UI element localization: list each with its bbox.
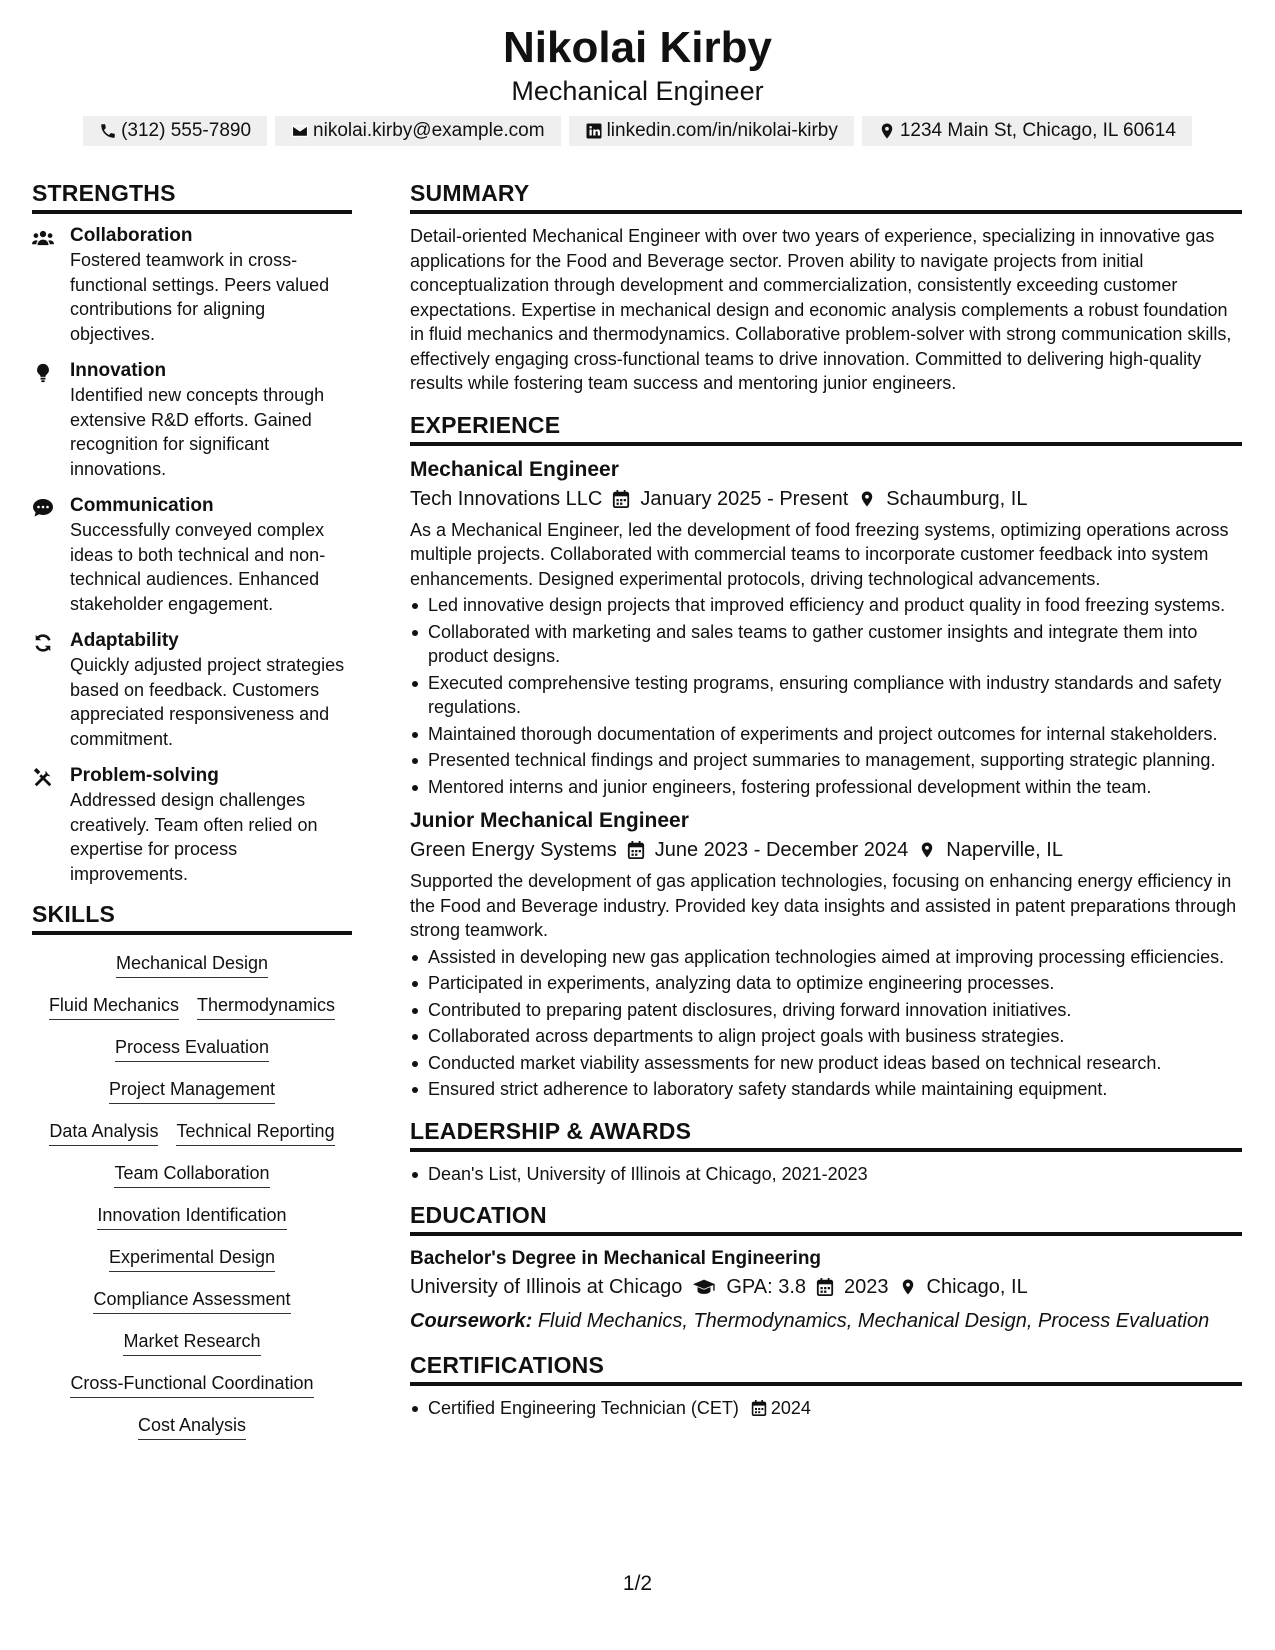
- list-item: Ensured strict adherence to laboratory safety standards while maintaining equipment.: [410, 1077, 1242, 1102]
- graduation-cap-icon: [692, 1277, 716, 1297]
- skill-tag: Technical Reporting: [176, 1119, 334, 1146]
- calendar-icon: [612, 489, 630, 509]
- skill-tag: Market Research: [123, 1329, 260, 1356]
- job-entry: [410, 456, 1242, 800]
- list-item: Dean's List, University of Illinois at Chicago, 2021-2023: [410, 1162, 1242, 1187]
- address-text: 1234 Main St, Chicago, IL 60614: [899, 120, 1176, 141]
- job-company: Tech Innovations LLC: [410, 487, 603, 510]
- skill-tag: Compliance Assessment: [93, 1287, 290, 1314]
- strength-item: [32, 359, 352, 481]
- experience-heading: EXPERIENCE: [410, 410, 1242, 446]
- job-location: Naperville, IL: [946, 839, 1063, 861]
- list-item: Contributed to preparing patent disclosures, driving forward innovation initiatives.: [410, 998, 1242, 1023]
- job-dates: June 2023 - December 2024: [654, 839, 909, 861]
- skill-tag: Project Management: [109, 1077, 275, 1104]
- job-location: Schaumburg, IL: [886, 487, 1028, 510]
- list-item: Led innovative design projects that improved efficiency and product quality in food freezing systems.: [410, 593, 1242, 618]
- left-column: [32, 178, 352, 1440]
- education-heading: EDUCATION: [410, 1200, 1242, 1236]
- skill-tag: Process Evaluation: [115, 1035, 269, 1062]
- contact-email[interactable]: [275, 116, 561, 146]
- summary-heading: SUMMARY: [410, 178, 1242, 214]
- lightbulb-icon: [32, 363, 54, 383]
- job-company: Green Energy Systems: [410, 839, 617, 861]
- strengths-heading: STRENGTHS: [32, 178, 352, 214]
- page-number: 1/2: [622, 1572, 653, 1595]
- gpa: GPA: 3.8: [726, 1276, 807, 1298]
- skill-tag: Cross-Functional Coordination: [70, 1371, 313, 1398]
- list-item: Participated in experiments, analyzing data to optimize engineering processes.: [410, 971, 1242, 996]
- certifications-list: [410, 1396, 1242, 1421]
- map-marker-icon: [899, 1277, 917, 1297]
- strength-name: Adaptability: [70, 630, 179, 651]
- comments-icon: [32, 498, 54, 518]
- strength-name: Collaboration: [70, 225, 193, 246]
- job-dates: January 2025 - Present: [640, 487, 849, 510]
- strength-desc: Identified new concepts through extensive R&D efforts. Gained recognition for significant innovations.: [70, 385, 325, 479]
- strength-desc: Successfully conveyed complex ideas to both technical and non-technical audiences. Enhanced stakeholder engagement.: [70, 520, 326, 614]
- map-marker-icon: [918, 840, 936, 860]
- leadership-list: [410, 1162, 1242, 1187]
- skill-tag: Thermodynamics: [197, 993, 335, 1020]
- candidate-name: Nikolai Kirby: [503, 23, 772, 72]
- calendar-icon: [627, 840, 645, 860]
- skill-tag: Cost Analysis: [138, 1413, 246, 1440]
- graduation-year: 2023: [844, 1276, 889, 1298]
- list-item: Maintained thorough documentation of experiments and project outcomes for internal stakeholders.: [410, 722, 1242, 747]
- calendar-icon: [751, 1399, 767, 1417]
- list-item: [410, 1396, 1242, 1421]
- email-text: nikolai.kirby@example.com: [313, 120, 545, 141]
- list-item: Executed comprehensive testing programs, ensuring compliance with industry standards and safety regulations.: [410, 671, 1242, 720]
- skill-tag: Data Analysis: [49, 1119, 158, 1146]
- skill-tag: Team Collaboration: [114, 1161, 269, 1188]
- strength-item: [32, 494, 352, 616]
- candidate-title: Mechanical Engineer: [511, 76, 764, 106]
- right-column: [410, 178, 1242, 1423]
- calendar-icon: [816, 1277, 834, 1297]
- phone-text: (312) 555-7890: [121, 120, 252, 141]
- certification-name: Certified Engineering Technician (CET): [428, 1398, 739, 1418]
- skill-tag: Innovation Identification: [97, 1203, 286, 1230]
- degree-title: Bachelor's Degree in Mechanical Engineering: [410, 1248, 822, 1269]
- job-title: Junior Mechanical Engineer: [410, 809, 689, 832]
- linkedin-text: linkedin.com/in/nikolai-kirby: [606, 120, 838, 141]
- certifications-heading: CERTIFICATIONS: [410, 1350, 1242, 1386]
- resume-header: [0, 22, 1275, 146]
- skill-tag: Fluid Mechanics: [49, 993, 179, 1020]
- school-location: Chicago, IL: [926, 1276, 1028, 1298]
- strength-item: [32, 224, 352, 346]
- strength-item: [32, 764, 352, 886]
- job-bullets: [410, 945, 1242, 1102]
- envelope-icon: [291, 122, 309, 140]
- strength-name: Innovation: [70, 360, 167, 381]
- list-item: Conducted market viability assessments for new product ideas based on technical research.: [410, 1051, 1242, 1076]
- strength-desc: Addressed design challenges creatively. Team often relied on expertise for process improvements.: [70, 790, 318, 884]
- strength-item: [32, 629, 352, 751]
- job-bullets: [410, 593, 1242, 799]
- skills-list: [32, 951, 352, 1440]
- phone-icon: [99, 122, 117, 140]
- leadership-heading: LEADERSHIP & AWARDS: [410, 1116, 1242, 1152]
- job-title: Mechanical Engineer: [410, 457, 619, 481]
- certification-year: 2024: [770, 1398, 811, 1418]
- list-item: Collaborated across departments to align project goals with business strategies.: [410, 1024, 1242, 1049]
- coursework-label: Coursework:: [410, 1310, 533, 1332]
- list-item: Assisted in developing new gas application technologies aimed at improving processing efficiencies.: [410, 945, 1242, 970]
- skill-tag: Mechanical Design: [116, 951, 268, 978]
- users-icon: [32, 228, 54, 248]
- job-entry: [410, 807, 1242, 1102]
- tools-icon: [32, 768, 54, 788]
- contact-linkedin[interactable]: [569, 116, 854, 146]
- job-description: As a Mechanical Engineer, led the development of food freezing systems, optimizing operations across multiple projects. Collaborated with commercial teams to incorporate customer feedback into system enhancements. Designed experimental protocols, driving technological advancements.: [410, 519, 1229, 589]
- list-item: Collaborated with marketing and sales teams to gather customer insights and integrate them into product designs.: [410, 620, 1242, 669]
- sync-icon: [32, 633, 54, 653]
- linkedin-icon: [585, 122, 603, 140]
- map-marker-icon: [878, 122, 896, 140]
- strength-name: Problem-solving: [70, 765, 219, 786]
- contact-address: [862, 116, 1192, 146]
- strength-desc: Quickly adjusted project strategies based on feedback. Customers appreciated responsiveness and commitment.: [70, 655, 345, 749]
- contact-phone[interactable]: [83, 116, 267, 146]
- contact-bar: [0, 116, 1275, 146]
- list-item: Mentored interns and junior engineers, fostering professional development within the team.: [410, 775, 1242, 800]
- map-marker-icon: [858, 489, 876, 509]
- strength-desc: Fostered teamwork in cross-functional settings. Peers valued contributions for aligning objectives.: [70, 250, 330, 344]
- coursework: [410, 1306, 1242, 1336]
- skills-heading: SKILLS: [32, 899, 352, 935]
- job-description: Supported the development of gas application technologies, focusing on enhancing energy efficiency in the Food and Beverage industry. Provided key data insights and assisted in patent preparations through strong teamwork.: [410, 871, 1237, 940]
- list-item: Presented technical findings and project summaries to management, supporting strategic planning.: [410, 748, 1242, 773]
- strength-name: Communication: [70, 495, 214, 516]
- skill-tag: Experimental Design: [109, 1245, 275, 1272]
- school-name: University of Illinois at Chicago: [410, 1276, 683, 1298]
- summary-text: Detail-oriented Mechanical Engineer with over two years of experience, specializing in innovative gas applications for the Food and Beverage sector. Proven ability to navigate projects from initial conceptualization through development and commercialization, consistently exceeding customer expectations. Expertise in mechanical design and economic analysis complements a robust foundation in fluid mechanics and thermodynamics. Collaborative problem-solver with strong communication skills, effectively engaging cross-functional teams to drive innovation. Committed to delivering high-quality results while fostering team success and mentoring junior engineers.: [410, 226, 1232, 393]
- coursework-list: Fluid Mechanics, Thermodynamics, Mechanical Design, Process Evaluation: [537, 1310, 1210, 1332]
